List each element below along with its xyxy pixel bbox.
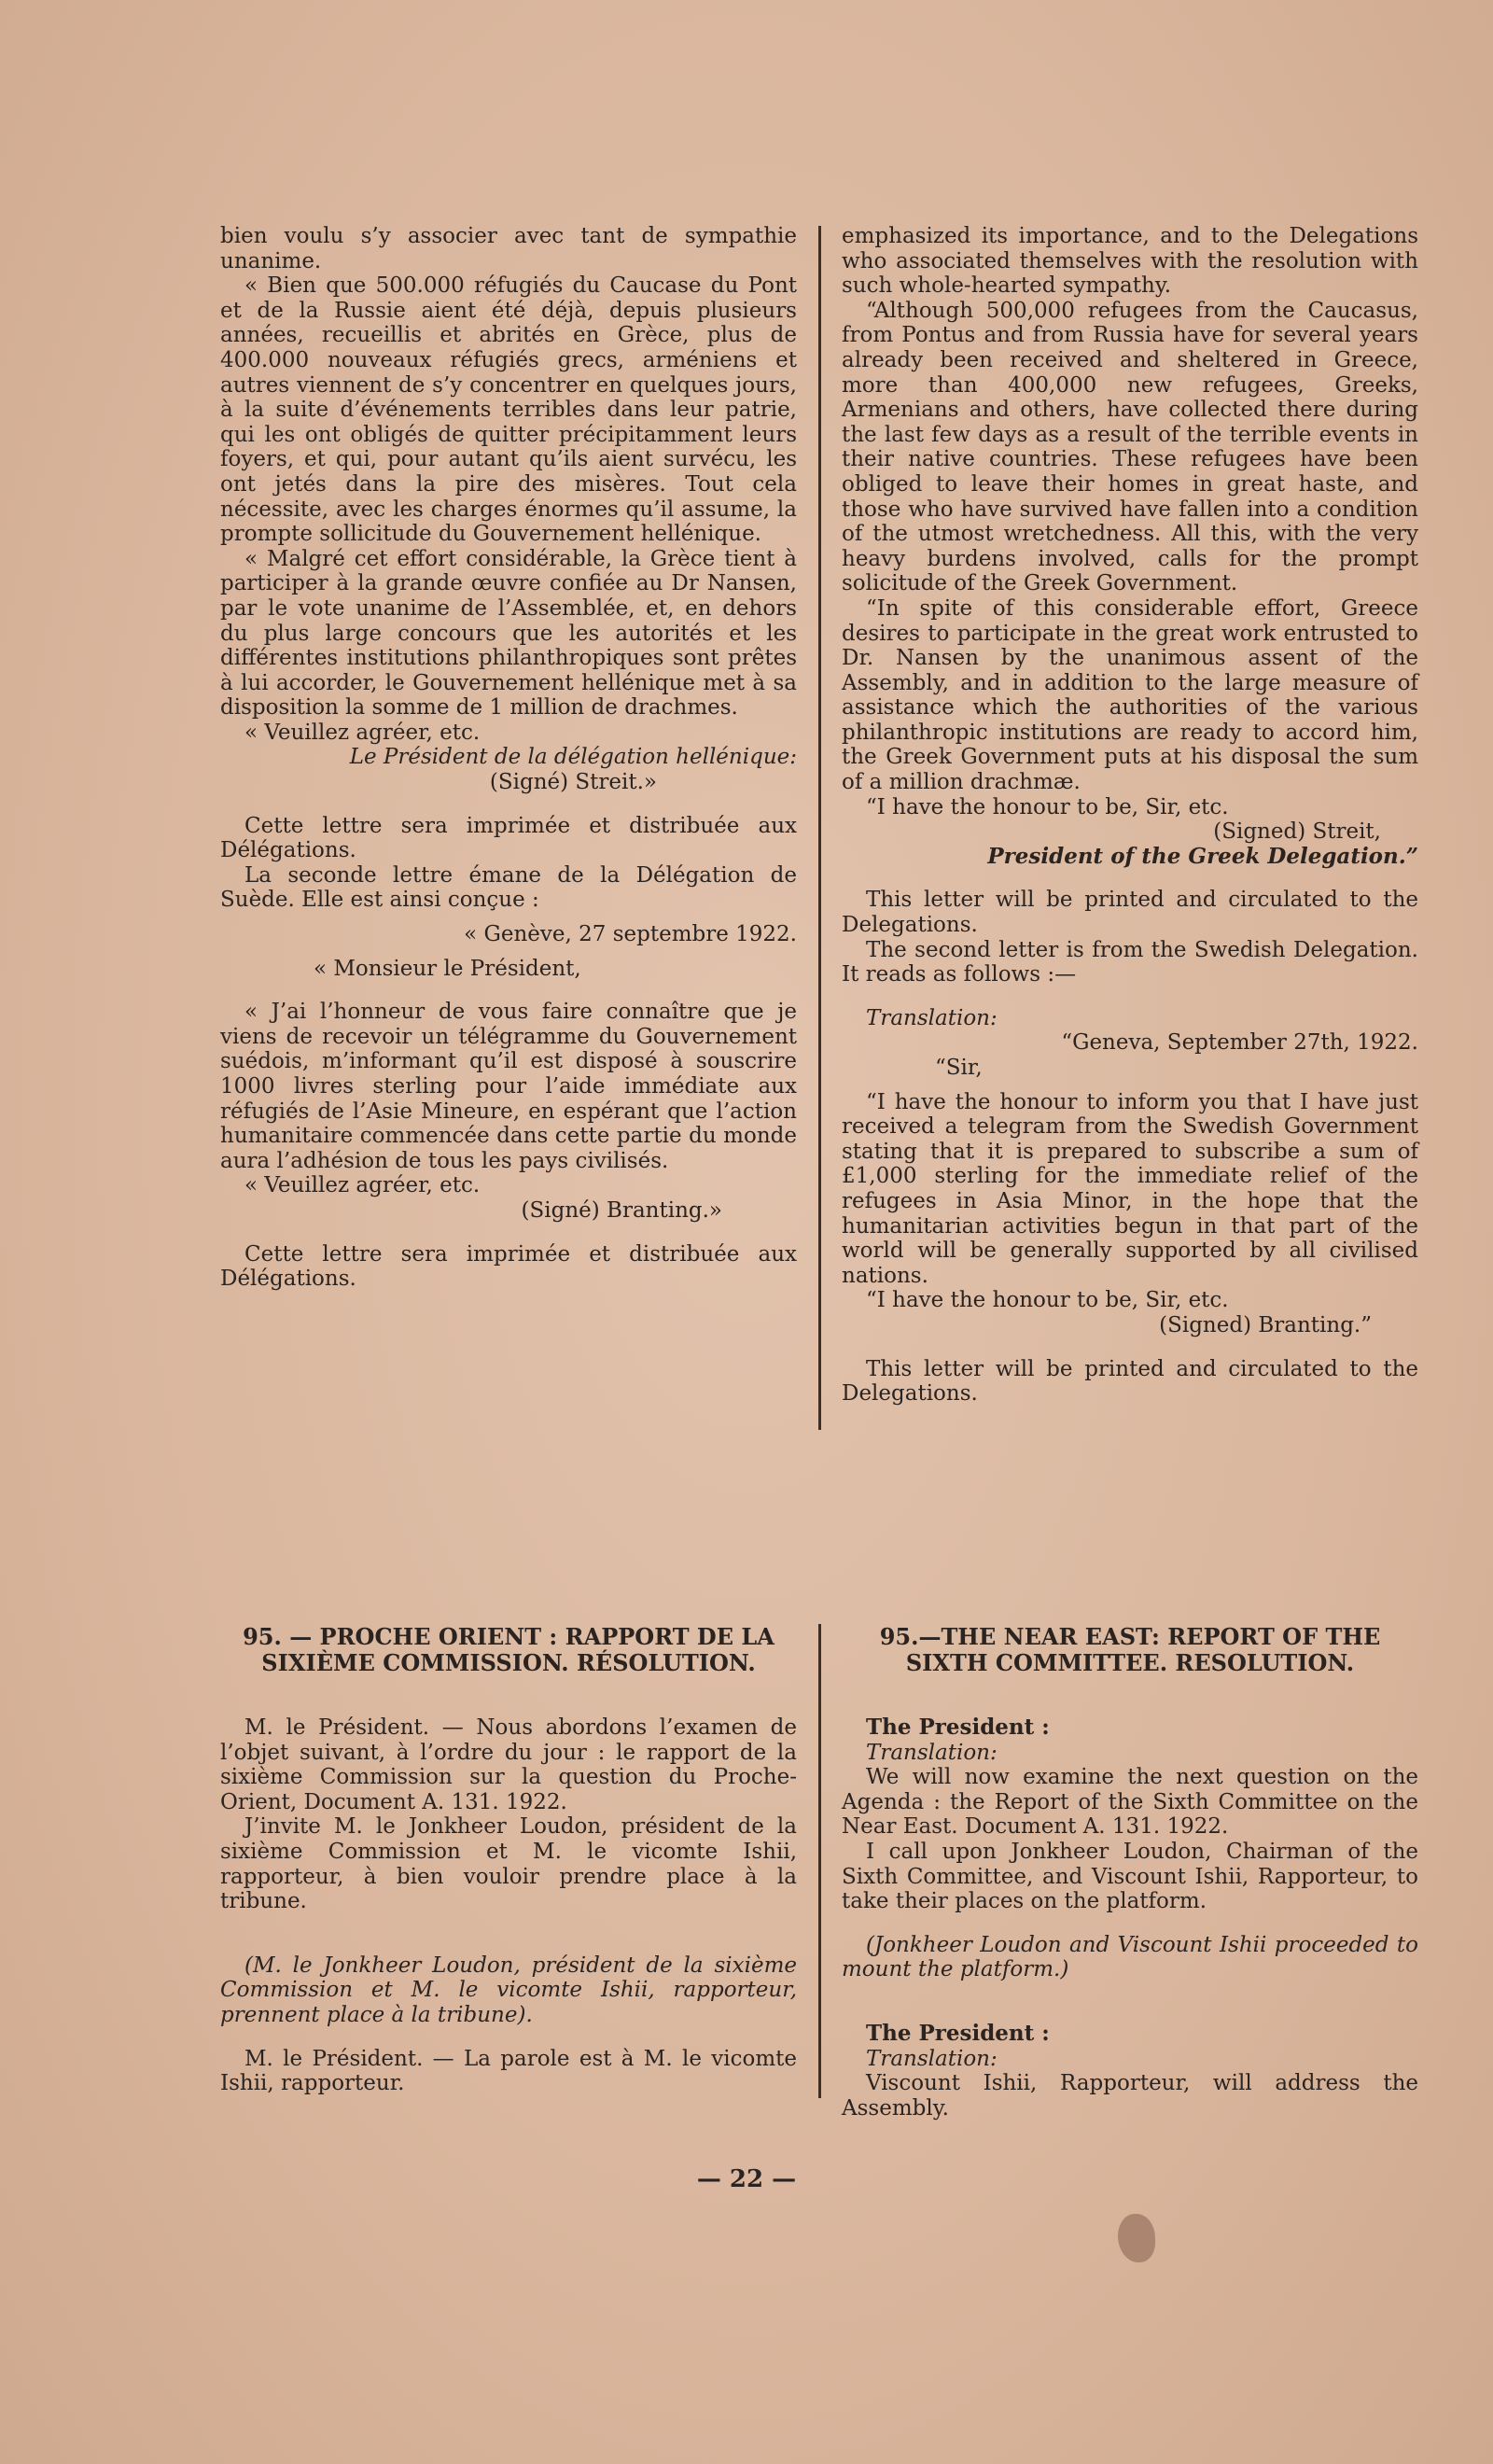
french-column-bottom — [220, 1624, 797, 2096]
paragraph: “I have the honour to be, Sir, etc. — [866, 1288, 1229, 1313]
paragraph: The President : — [866, 2020, 1050, 2046]
paragraph: “In spite of this considerable effort, Greece desires to participate in the great work entrusted to Dr. Nansen by the unanimous assent of the Assembly, and in addition to the large measure of assistance which the authorities of the various philanthropic institutions are ready to accord him, the Greek Government puts at his disposal the sum of a million drachmæ. — [842, 595, 1418, 795]
paragraph: “Sir, — [935, 1056, 983, 1080]
paragraph: (M. le Jonkheer Loudon, président de la sixième Commission et M. le vicomte Ishii, rapporteur, prennent place à la tribune). — [220, 1953, 797, 2027]
paragraph: « Veuillez agréer, etc. — [244, 1173, 481, 1198]
paragraph: “Geneva, September 27th, 1922. — [1061, 1030, 1418, 1056]
spacer — [220, 795, 797, 814]
paragraph: (Jonkheer Loudon and Viscount Ishii proceeded to mount the platform.) — [842, 1932, 1418, 1982]
paragraph: We will now examine the next question on the Agenda : the Report of the Sixth Committee on the Near East. Document A. 131. 1922. — [842, 1765, 1418, 1840]
spacer — [220, 1676, 797, 1715]
french-column-top — [220, 224, 797, 1292]
spacer — [220, 1914, 797, 1953]
spacer — [220, 947, 797, 957]
spacer — [842, 869, 1418, 888]
paragraph: The President : — [866, 1715, 1050, 1740]
spacer — [842, 1982, 1418, 2022]
spacer — [842, 987, 1418, 1006]
section-heading: 95. — PROCHE ORIENT : RAPPORT DE LA SIXIÈME COMMISSION. RÉSOLUTION. — [243, 1623, 774, 1676]
english-column-bottom — [842, 1624, 1418, 2121]
spacer — [220, 1224, 797, 1242]
paragraph: (Signé) Streit.» — [489, 770, 657, 795]
paragraph: Translation: — [866, 2046, 998, 2071]
paragraph: (Signé) Branting.» — [521, 1197, 722, 1223]
paragraph: The second letter is from the Swedish Delegation. It reads as follows :— — [842, 937, 1418, 987]
paragraph: This letter will be printed and circulated to the Delegations. — [842, 888, 1418, 938]
spacer — [220, 2028, 797, 2047]
section-heading: 95.—THE NEAR EAST: REPORT OF THE SIXTH COMMITTEE. RESOLUTION. — [879, 1623, 1381, 1676]
paragraph: « J’ai l’honneur de vous faire connaître que je viens de recevoir un télégramme du Gouvernement suédois, m’informant qu’il est disposé à souscrire 1000 livres sterling pour l’aide immédiate aux réfugiés de l’Asie Mineure, en espérant que l’action humanitaire commencée dans cette partie du monde aura l’adhésion de tous les pays civilisés. — [220, 1000, 797, 1173]
spacer — [842, 1338, 1418, 1357]
paragraph: “Although 500,000 refugees from the Caucasus, from Pontus and from Russia have for several years already been received and sheltered in Greece, more than 400,000 new refugees, Greeks, Armenians and others, have collected there during the last few days as a result of the terrible events in their native countries. These refugees have been obliged to leave their homes in great haste, and those who have survived have fallen into a condition of the utmost wretchedness. All this, with the very heavy burdens involved, calls for the prompt solicitude of the Greek Government. — [842, 298, 1418, 596]
paragraph: M. le Président. — La parole est à M. le vicomte Ishii, rapporteur. — [220, 2046, 797, 2096]
paragraph: Le Président de la délégation hellénique: — [349, 745, 797, 770]
paragraph: Viscount Ishii, Rapporteur, will address the Assembly. — [842, 2071, 1418, 2121]
paragraph: This letter will be printed and circulated to the Delegations. — [842, 1356, 1418, 1407]
paragraph: bien voulu s’y associer avec tant de sympathie unanime. — [220, 224, 797, 273]
paragraph: “I have the honour to inform you that I have just received a telegram from the Swedish Government stating that it is prepared to subscribe a sum of £1,000 sterling for the immediate relief of the refugees in Asia Minor, in the hope that the humanitarian activities begun in that part of the world will be generally supported by all civilised nations. — [842, 1089, 1418, 1288]
paragraph: (Signed) Branting.” — [1159, 1312, 1372, 1337]
paragraph: emphasized its importance, and to the Delegations who associated themselves with the resolution with such whole-hearted sympathy. — [842, 224, 1418, 299]
column-divider-bottom — [818, 1624, 821, 2098]
spacer — [842, 1081, 1418, 1090]
paragraph: (Signed) Streit, — [1213, 819, 1381, 845]
paragraph: « Monsieur le Président, — [314, 956, 581, 981]
spacer — [842, 1914, 1418, 1933]
paragraph: Translation: — [866, 1740, 998, 1765]
paragraph: Cette lettre sera imprimée et distribuée aux Délégations. — [220, 813, 797, 863]
spacer — [842, 1676, 1418, 1715]
paragraph: J’invite M. le Jonkheer Loudon, président de la sixième Commission et M. le vicomte Ishii, rapporteur, à bien vouloir prendre place à la tribune. — [220, 1814, 797, 1914]
paragraph: Cette lettre sera imprimée et distribuée aux Délégations. — [220, 1241, 797, 1292]
paper-stain — [1118, 2214, 1155, 2262]
paragraph: M. le Président. — Nous abordons l’examen de l’objet suivant, à l’ordre du jour : le rapport de la sixième Commission sur la question du Proche-Orient, Document A. 131. 1922. — [220, 1715, 797, 1814]
paragraph: Translation: — [866, 1005, 998, 1030]
paragraph: “I have the honour to be, Sir, etc. — [866, 794, 1229, 819]
paragraph: « Malgré cet effort considérable, la Grèce tient à participer à la grande œuvre confiée au Dr Nansen, par le vote unanime de l’Assemblée, et, en dehors du plus large concours que les autorités et les différentes institutions philanthropiques sont prêtes à lui accorder, le Gouvernement hellénique met à sa disposition la somme de 1 million de drachmes. — [220, 546, 797, 721]
column-divider-top — [818, 226, 821, 1430]
spacer — [220, 981, 797, 1000]
paragraph: La seconde lettre émane de la Délégation de Suède. Elle est ainsi conçue : — [220, 862, 797, 913]
paragraph: President of the Greek Delegation.” — [987, 843, 1418, 869]
english-column-top — [842, 224, 1418, 1407]
paragraph: I call upon Jonkheer Loudon, Chairman of the Sixth Committee, and Viscount Ishii, Rapporteur, to take their places on the platform. — [842, 1839, 1418, 1914]
page-number: — 22 — — [696, 2165, 797, 2193]
paragraph: « Bien que 500.000 réfugiés du Caucase du Pont et de la Russie aient été déjà, depuis plusieurs années, recueillis et abrités en Grèce, plus de 400.000 nouveaux réfugiés grecs, arméniens et autres viennent de s’y concentrer en quelques jours, à la suite d’événements terribles dans leur patrie, qui les ont obligés de quitter précipitamment leurs foyers, et qui, pour autant qu’ils aient survécu, les ont jetés dans la pire des misères. Tout cela nécessite, avec les charges énormes qu’il assume, la prompte sollicitude du Gouvernement hellénique. — [220, 273, 797, 547]
paragraph: « Genève, 27 septembre 1922. — [464, 922, 797, 947]
spacer — [220, 913, 797, 922]
paragraph: « Veuillez agréer, etc. — [244, 720, 481, 745]
